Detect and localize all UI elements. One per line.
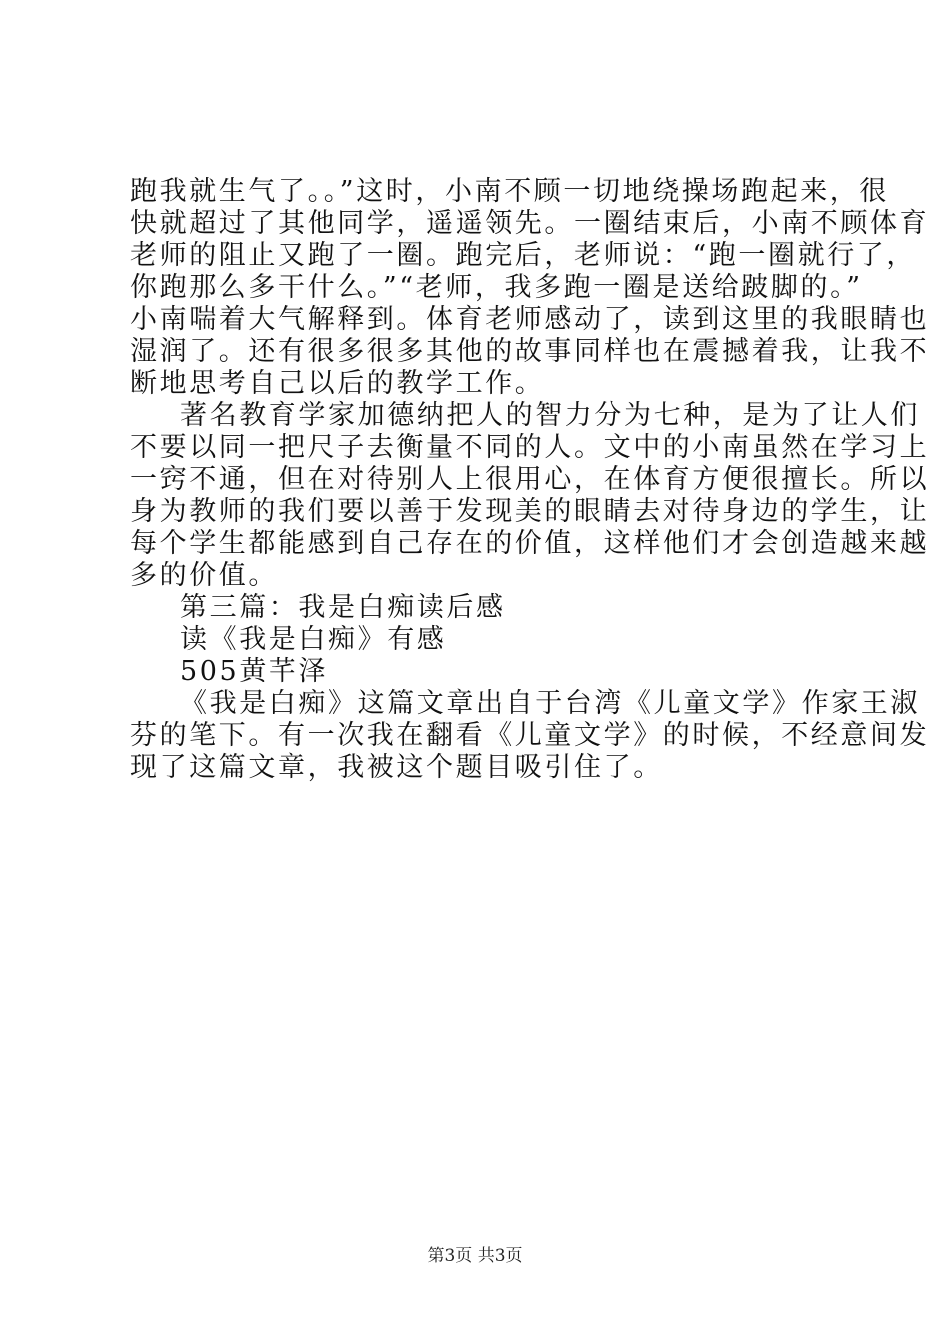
paragraph-start-line: 《我是白痴》这篇文章出自于台湾《儿童文学》作家王淑 (180, 688, 920, 719)
text-line: 你跑那么多干什么。”“老师，我多跑一圈是送给跛脚的。” (130, 272, 863, 303)
text-line: 芬的笔下。有一次我在翻看《儿童文学》的时候，不经意间发 (130, 720, 930, 751)
paragraph-start-line: 著名教育学家加德纳把人的智力分为七种，是为了让人们 (180, 400, 920, 431)
text-line: 多的价值。 (130, 560, 278, 591)
text-line: 身为教师的我们要以善于发现美的眼睛去对待身边的学生，让 (130, 496, 930, 527)
text-line: 快就超过了其他同学，遥遥领先。一圈结束后，小南不顾体育 (130, 208, 930, 239)
text-line: 老师的阻止又跑了一圈。跑完后，老师说：“跑一圈就行了， (130, 240, 917, 271)
text-line: 每个学生都能感到自己存在的价值，这样他们才会创造越来越 (130, 528, 930, 559)
text-line: 跑我就生气了。。”这时，小南不顾一切地绕操场跑起来，很 (130, 176, 890, 207)
text-line: 小南喘着大气解释到。体育老师感动了，读到这里的我眼睛也 (130, 304, 930, 335)
text-line: 湿润了。还有很多很多其他的故事同样也在震撼着我，让我不 (130, 336, 930, 367)
section-heading: 第三篇：我是白痴读后感 (180, 592, 506, 623)
essay-title: 读《我是白痴》有感 (180, 624, 447, 655)
text-line: 不要以同一把尺子去衡量不同的人。文中的小南虽然在学习上 (130, 432, 930, 463)
text-line: 一窍不通，但在对待别人上很用心，在体育方便很擅长。所以 (130, 464, 930, 495)
author-line: 505黄芊泽 (180, 656, 329, 687)
page-number-footer: 第3页 共3页 (427, 1246, 523, 1266)
text-line: 断地思考自己以后的教学工作。 (130, 368, 545, 399)
text-line: 现了这篇文章，我被这个题目吸引住了。 (130, 752, 663, 783)
